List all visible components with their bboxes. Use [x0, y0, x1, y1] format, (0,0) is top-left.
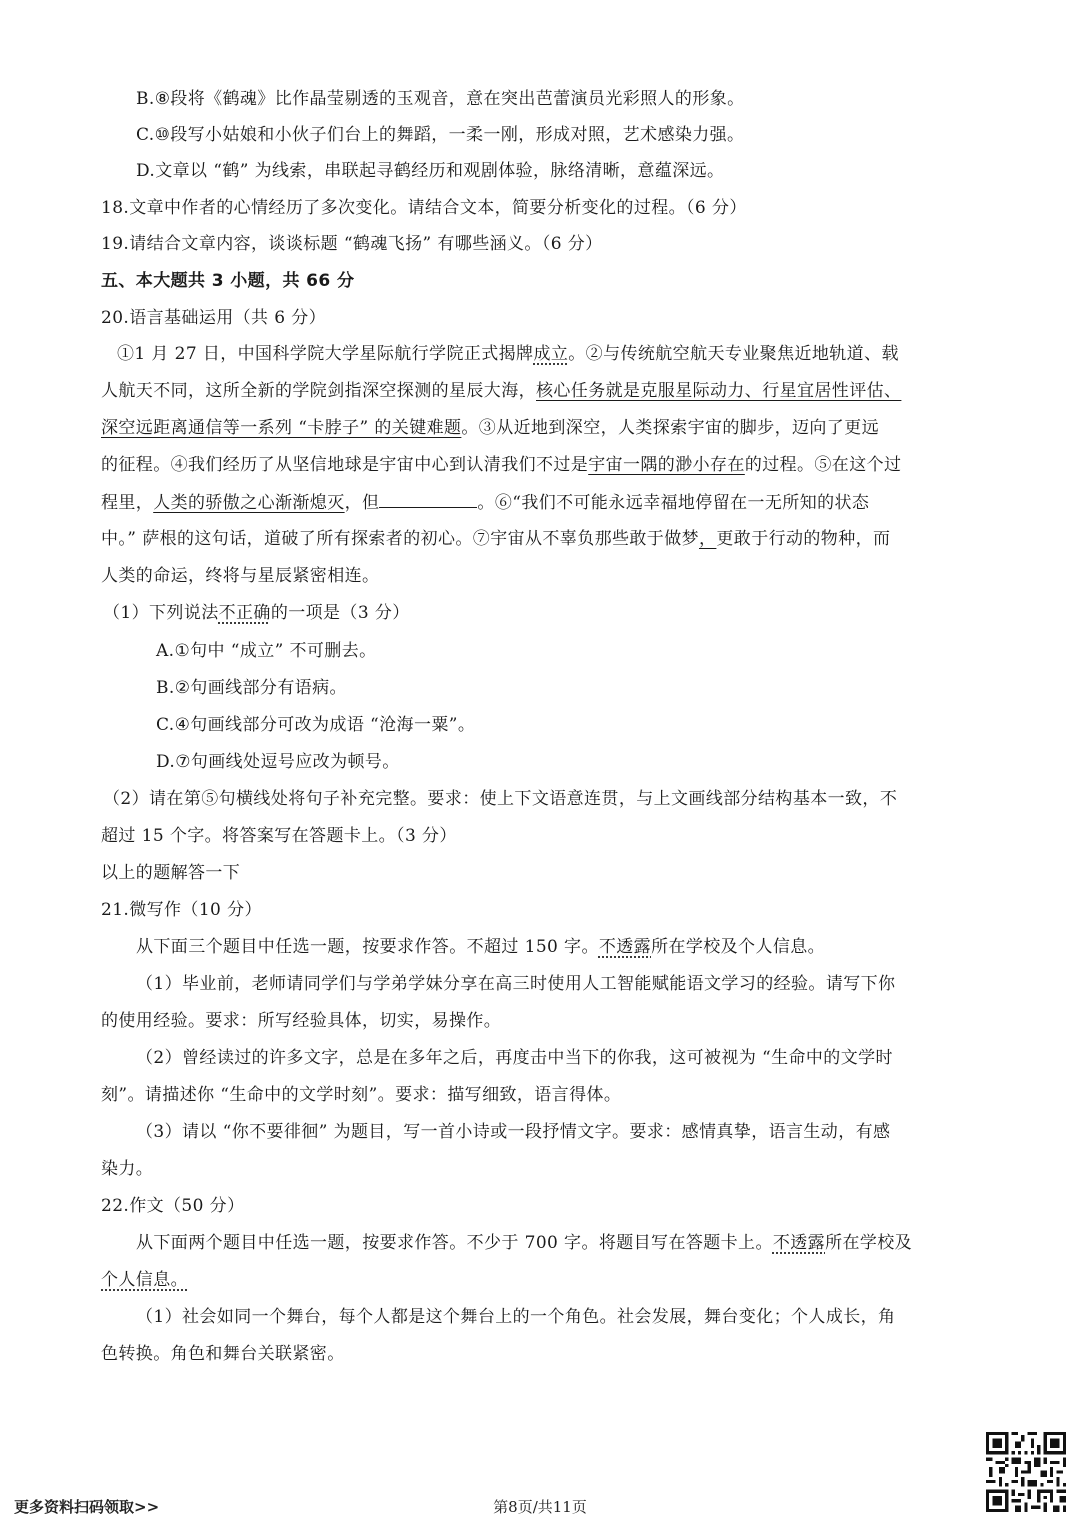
underlined-phrase: 宇宙一隅的渺小存在 [588, 455, 745, 475]
option-a: A.①句中 “成立” 不可删去。 [156, 641, 377, 661]
question-22-item-1-cont: 色转换。角色和舞台关联紧密。 [101, 1344, 345, 1364]
page-number: 第8页/共11页 [493, 1498, 587, 1516]
question-21-item-2-cont: 刻”。请描述你 “生命中的文学时刻”。要求：描写细致，语言得体。 [101, 1085, 622, 1105]
question-21-item-1: （1）毕业前，老师请同学们与学弟学妹分享在高三时使用人工智能赋能语文学习的经验。请写下你 [136, 974, 896, 994]
passage-line: 中。” 萨根的这句话，道破了所有探索者的初心。⑦宇宙从不辜负那些敢于做梦，更敢于行动的物种，而 [101, 529, 891, 549]
question-22-intro-cont [101, 1268, 188, 1292]
question-21-item-2: （2）曾经读过的许多文字，总是在多年之后，再度击中当下的你我，这可被视为 “生命中的文学时 [136, 1048, 893, 1068]
question-18: 18.文章中作者的心情经历了多次变化。请结合文本，简要分析变化的过程。（6 分） [101, 198, 747, 218]
underlined-phrase: 核心任务就是克服星际动力、行星宜居性评估、 [536, 381, 902, 401]
dotted-emphasis: 不正确 [218, 603, 271, 623]
underlined-phrase: 人类的骄傲之心渐渐熄灭 [153, 493, 345, 513]
passage-line: 人类的命运，终将与星辰紧密相连。 [101, 566, 380, 586]
question-21-intro: 从下面三个题目中任选一题，按要求作答。不超过 150 字。不透露所在学校及个人信息。 [136, 937, 826, 957]
question-21-item-3: （3）请以 “你不要徘徊” 为题目，写一首小诗或一段抒情文字。要求：感情真挚，语言生动，有感 [136, 1122, 891, 1142]
question-20-title: 20.语言基础运用（共 6 分） [101, 308, 327, 328]
user-request: 以上的题解答一下 [101, 863, 241, 883]
question-21-item-3-cont: 染力。 [101, 1159, 154, 1179]
dotted-emphasis: 成立 [533, 344, 569, 364]
question-22-item-1: （1）社会如同一个舞台，每个人都是这个舞台上的一个角色。社会发展，舞台变化；个人成长，角 [136, 1307, 896, 1327]
dotted-emphasis: 个人信息。 [101, 1270, 188, 1290]
answer-blank [379, 490, 477, 508]
question-22-intro: 从下面两个题目中任选一题，按要求作答。不少于 700 字。将题目写在答题卡上。不透露所在学校及 [136, 1233, 913, 1253]
sub-question-2: （2）请在第⑤句横线处将句子补充完整。要求：使上下文语意连贯，与上文画线部分结构基本一致，不 [103, 789, 898, 809]
option-d: D.⑦句画线处逗号应改为顿号。 [156, 752, 400, 772]
sub-question-1: （1）下列说法不正确的一项是（3 分） [103, 603, 410, 623]
passage-line: 程里，人类的骄傲之心渐渐熄灭，但 。⑥“我们不可能永远幸福地停留在一无所知的状态 [101, 490, 869, 515]
passage-line: ①1 月 27 日，中国科学院大学星际航行学院正式揭牌成立。②与传统航空航天专业聚焦近地轨道、载 [117, 344, 899, 364]
question-21-title: 21.微写作（10 分） [101, 900, 262, 920]
underlined-phrase: 深空远距离通信等一系列 “卡脖子” 的关键难题 [101, 418, 462, 438]
option-b: B.②句画线部分有语病。 [156, 678, 347, 698]
passage-line: 人航天不同，这所全新的学院剑指深空探测的星辰大海，核心任务就是克服星际动力、行星宜居性评估、 [101, 381, 902, 401]
dotted-emphasis: 不透露 [772, 1233, 826, 1253]
sub-question-2-cont: 超过 15 个字。将答案写在答题卡上。（3 分） [101, 826, 457, 846]
underlined-comma: ， [699, 529, 717, 549]
option-c: C.④句画线部分可改为成语 “沧海一粟”。 [156, 715, 476, 735]
question-21-item-1-cont: 的使用经验。要求：所写经验具体，切实，易操作。 [101, 1011, 502, 1031]
question-22-title: 22.作文（50 分） [101, 1196, 245, 1216]
passage-line: 的征程。④我们经历了从坚信地球是宇宙中心到认清我们不过是宇宙一隅的渺小存在的过程。⑤在这个过 [101, 455, 902, 475]
question-19: 19.请结合文章内容，谈谈标题 “鹤魂飞扬” 有哪些涵义。（6 分） [101, 234, 603, 254]
section-heading: 五、本大题共 3 小题，共 66 分 [101, 271, 355, 291]
q17-option-c: C.⑩段写小姑娘和小伙子们台上的舞蹈，一柔一刚，形成对照，艺术感染力强。 [136, 125, 745, 145]
q17-option-b: B.⑧段将《鹤魂》比作晶莹剔透的玉观音，意在突出芭蕾演员光彩照人的形象。 [136, 89, 745, 109]
passage-line: 深空远距离通信等一系列 “卡脖子” 的关键难题。③从近地到深空，人类探索宇宙的脚步，迈向了更远 [101, 418, 879, 438]
dotted-emphasis: 不透露 [598, 937, 652, 957]
footer-promo-link[interactable]: 更多资料扫码领取>> [14, 1498, 160, 1516]
q17-option-d: D.文章以 “鹤” 为线索，串联起寻鹤经历和观剧体验，脉络清晰，意蕴深远。 [136, 161, 725, 181]
